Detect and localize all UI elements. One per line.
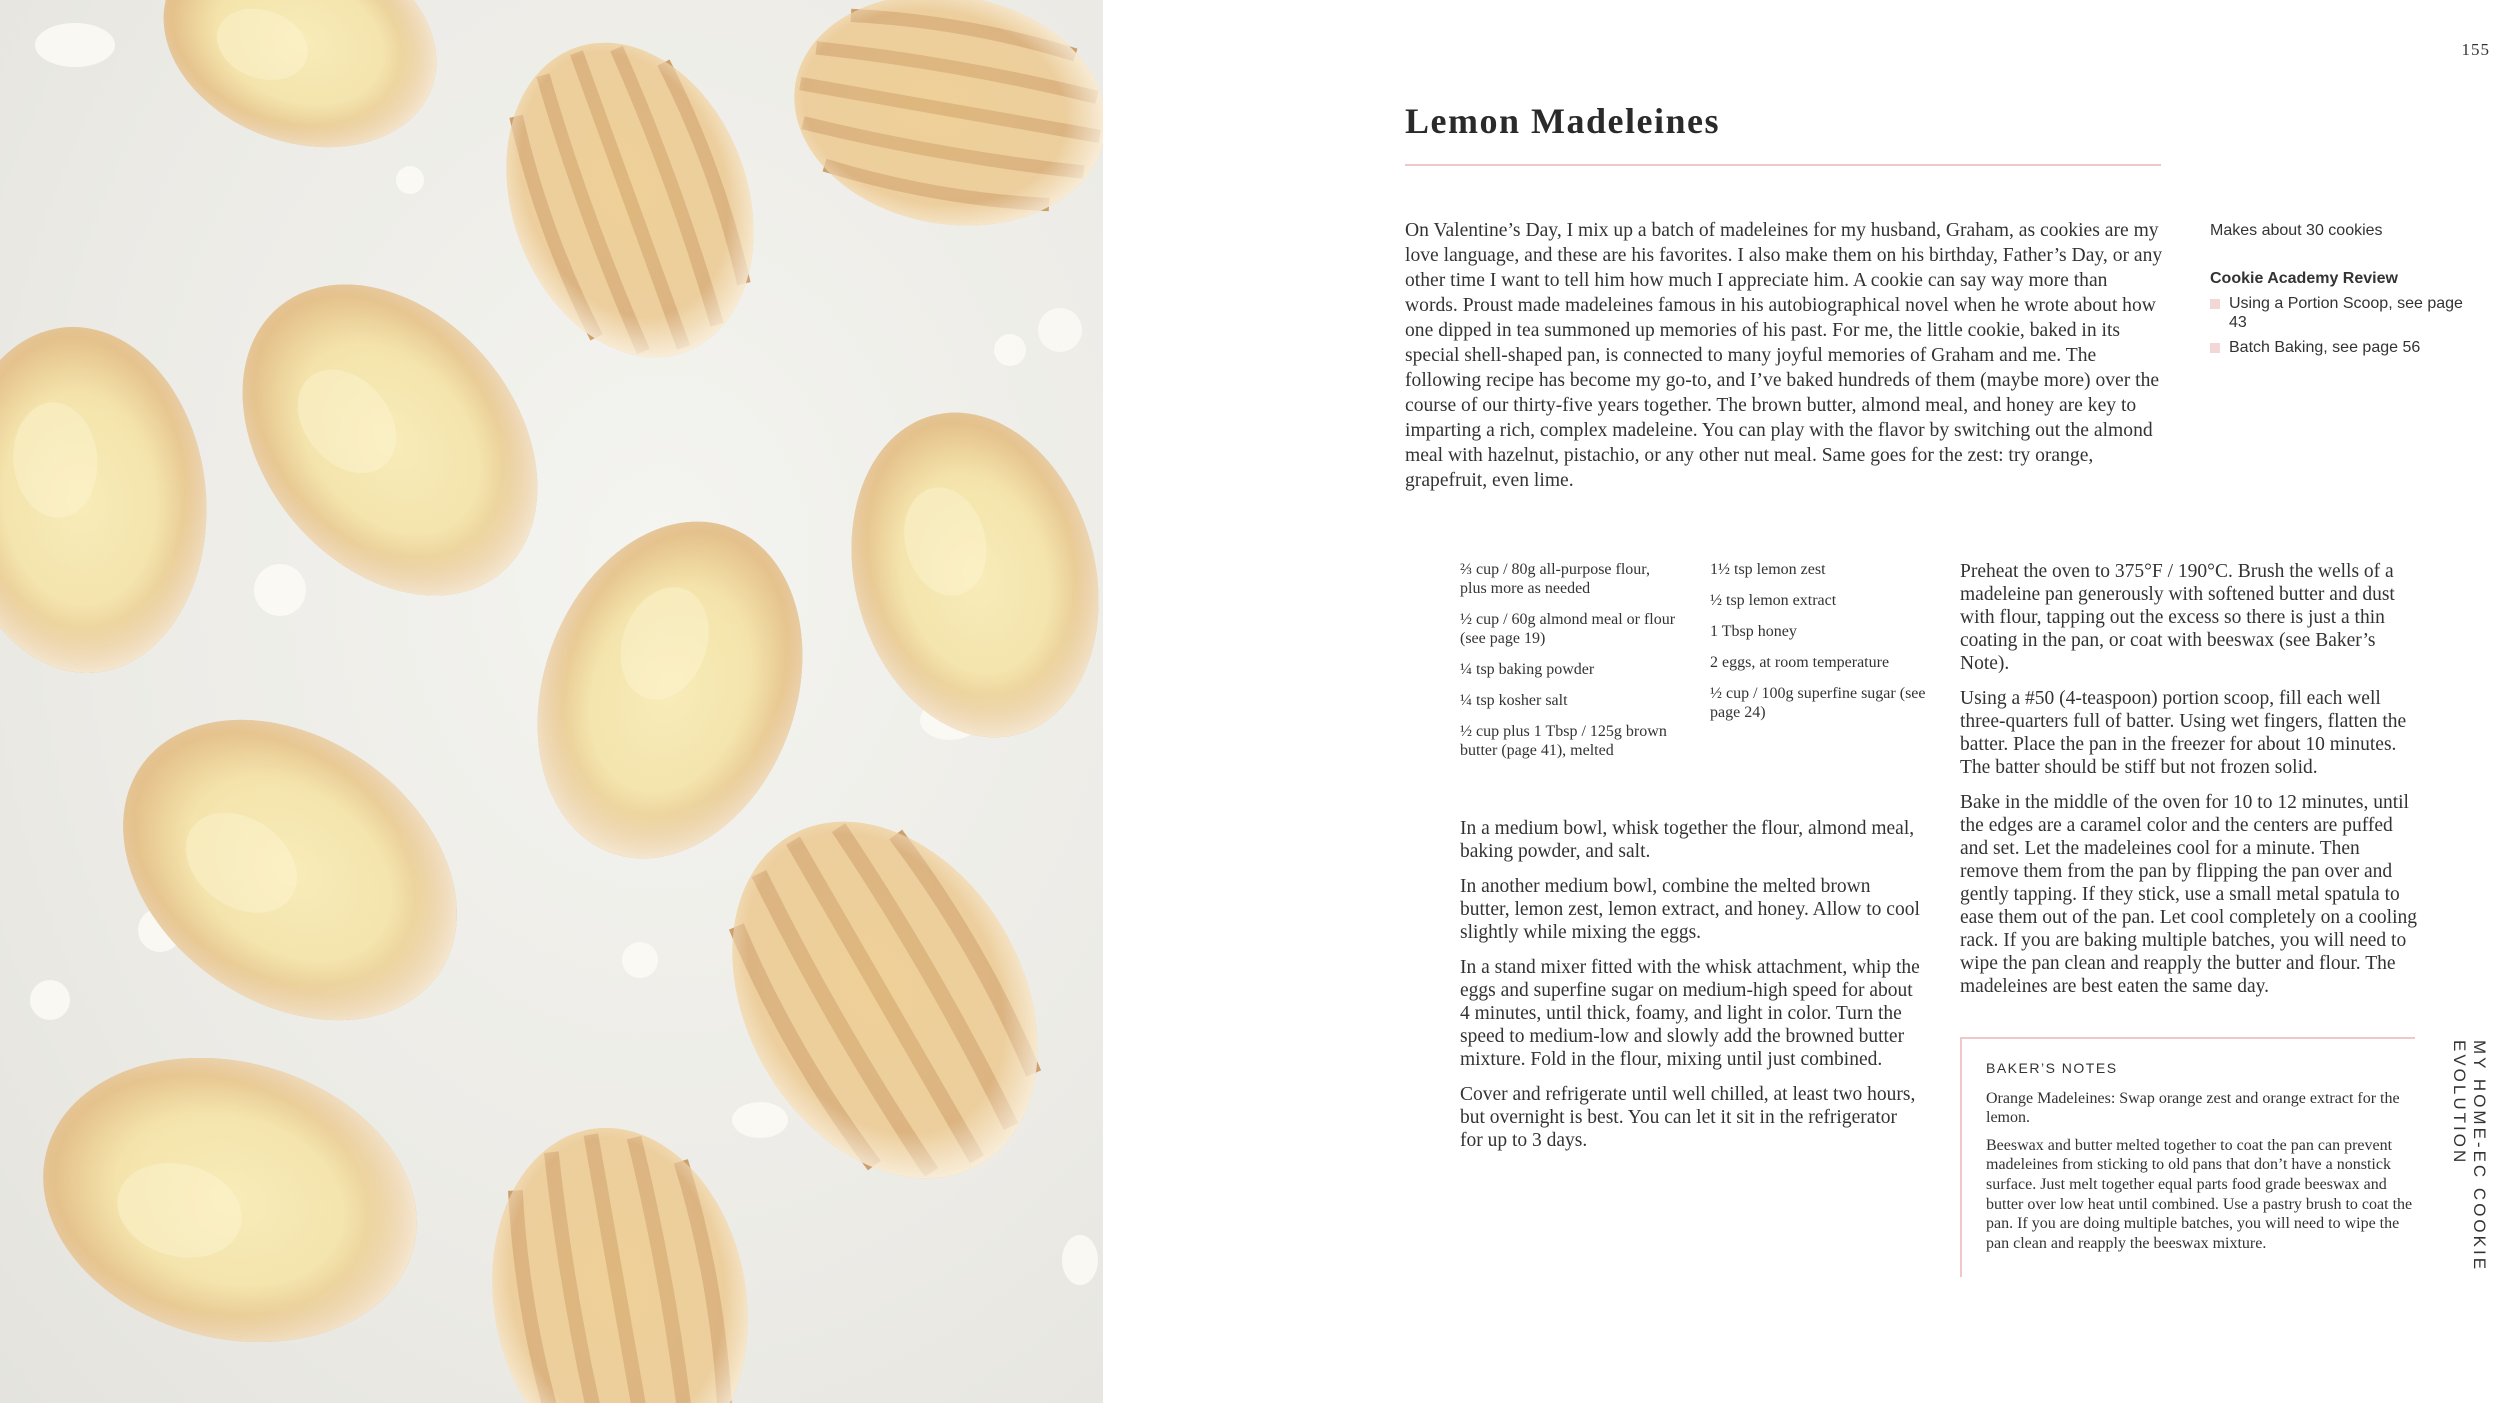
method-step: Cover and refrigerate until well chilled, at least two hours, but overnight is best. You can let it sit in the refrigerator for up to 3 days.	[1460, 1084, 1916, 1151]
intro-paragraph: On Valentine’s Day, I mix up a batch of madeleines for my husband, Graham, as cookies are my love language, and these are his favorites. I also make them on his birthday, Father’s Day, or any other time I want to tell him how much I appreciate him. A cookie can say way more than words. Proust made madeleines famous in his autobiographical novel when he wrote about how one dipped in tea summoned up memories of his past. For me, the little cookie, baked in its special shell-shaped pan, is connected to many joyful memories of Graham and me. The following recipe has become my go-to, and I’ve baked hundreds of them (maybe more) over the course of our thirty-five years together. The brown butter, almond meal, and honey are key to imparting a rich, complex madeleine. You can play with the flavor by switching out the almond meal with hazelnut, pistachio, or any other nut meal. Same goes for the zest: try orange, grapefruit, even lime.	[1405, 220, 2163, 491]
square-bullet-icon	[2210, 343, 2220, 353]
ingredient: 1 Tbsp honey	[1710, 623, 1797, 640]
recipe-sidebar	[2210, 222, 2470, 363]
bakers-note: Beeswax and butter melted together to coat the pan can prevent madeleines from sticking to old pans that don’t have a nonstick surface. Just melt together equal parts food grade beeswax and butter over low heat until combined. Use a pastry brush to coat the pan. If you are doing multiple batches, you will need to wipe the pan clean and reapply the beeswax mixture.	[1986, 1136, 2413, 1252]
method-steps-left	[1460, 817, 1920, 1164]
ingredient: ¼ tsp baking powder	[1460, 661, 1595, 678]
review-item: Using a Portion Scoop, see page 43	[2210, 294, 2470, 332]
madeleine-cookies	[0, 0, 1103, 1403]
ingredient: ½ cup plus 1 Tbsp / 125g brown butter (page 41), melted	[1460, 723, 1667, 759]
method-step: Preheat the oven to 375°F / 190°C. Brush the wells of a madeleine pan generously with softened butter and dust with flour, tapping out the excess so there is just a thin coating in the pan, or coat with beeswax (see Baker’s Note).	[1960, 561, 2395, 674]
ingredient: ⅔ cup / 80g all-purpose flour, plus more as needed	[1460, 561, 1650, 597]
bakers-notes-title: BAKER’S NOTES	[1986, 1060, 2118, 1076]
method-step: Bake in the middle of the oven for 10 to 12 minutes, until the edges are a caramel color and the centers are puffed and set. Let the madeleines cool for a minute. Then remove them from the pan by flipping the pan over and gently tapping. If they stick, use a small metal spatula to ease them out of the pan. Let cool completely on a cooling rack. If you are baking multiple batches, you will need to wipe the pan clean and reapply the butter and flour. The madeleines are best eaten the same day.	[1960, 792, 2418, 997]
madeleines-illustration	[0, 0, 1103, 1403]
bakers-note: Orange Madeleines: Swap orange zest and orange extract for the lemon.	[1986, 1089, 2400, 1127]
review-list	[2210, 294, 2470, 357]
ingredient: ¼ tsp kosher salt	[1460, 692, 1568, 709]
running-head: MY HOME-EC COOKIE EVOLUTION	[2450, 1040, 2489, 1273]
method-step: In another medium bowl, combine the melted brown butter, lemon zest, lemon extract, and honey. Allow to cool slightly while mixing the eggs.	[1460, 876, 1920, 943]
method-step: In a stand mixer fitted with the whisk attachment, whip the eggs and superfine sugar on medium-high speed for about 4 minutes, until thick, foamy, and light in color. Turn the speed to medium-low and slowly add the browned butter mixture. Fold in the flour, mixing until just combined.	[1460, 957, 1920, 1070]
title-divider	[1405, 164, 2161, 166]
square-bullet-icon	[2210, 299, 2220, 309]
ingredient: ½ tsp lemon extract	[1710, 592, 1837, 609]
bakers-notes-box	[1960, 1037, 2415, 1277]
madeleines-photo	[0, 0, 1103, 1403]
recipe-intro	[1405, 218, 2165, 493]
recipe-title: Lemon Madeleines	[1405, 101, 1720, 141]
method-steps-right	[1960, 560, 2420, 1010]
ingredient: ½ cup / 100g superfine sugar (see page 24)	[1710, 685, 1926, 721]
method-step: In a medium bowl, whisk together the flour, almond meal, baking powder, and salt.	[1460, 818, 1915, 862]
recipe-yield: Makes about 30 cookies	[2210, 222, 2383, 239]
ingredients-column-2	[1710, 560, 1930, 734]
ingredients-column-1	[1460, 560, 1680, 772]
ingredient: 2 eggs, at room temperature	[1710, 654, 1890, 671]
cookie-academy-review-title: Cookie Academy Review	[2210, 270, 2398, 287]
ingredient: 1½ tsp lemon zest	[1710, 561, 1826, 578]
review-item: Batch Baking, see page 56	[2210, 338, 2470, 357]
page-number: 155	[2461, 40, 2490, 59]
ingredient: ½ cup / 60g almond meal or flour (see page 19)	[1460, 611, 1676, 647]
method-step: Using a #50 (4-teaspoon) portion scoop, fill each well three-quarters full of batter. Using wet fingers, flatten the batter. Place the pan in the freezer for about 10 minutes. The batter should be stiff but not frozen solid.	[1960, 688, 2407, 778]
